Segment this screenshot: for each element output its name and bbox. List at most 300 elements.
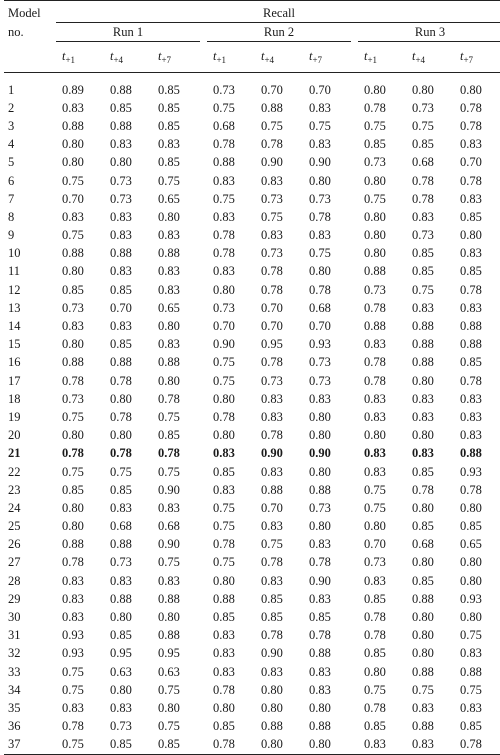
column-gap [200,572,207,590]
recall-value-cell: 0.68 [158,519,180,534]
model-number-cell: 26 [8,537,21,552]
recall-table [4,0,500,755]
recall-value-cell: 0.85 [110,628,132,643]
table-row [4,317,500,335]
recall-value-cell: 0.85 [110,282,132,297]
table-row [4,536,500,554]
recall-value-cell: 0.73 [213,300,235,315]
recall-value-cell: 0.90 [309,573,331,588]
recall-value-cell: 0.83 [213,209,235,224]
recall-value-cell: 0.83 [460,300,482,315]
recall-value-cell: 0.75 [460,682,482,697]
column-gap [351,299,358,317]
recall-value-cell: 0.78 [460,737,482,752]
recall-value-cell: 0.78 [62,555,84,570]
recall-value-cell: 0.75 [110,464,132,479]
recall-value-cell: 0.85 [460,719,482,734]
recall-value-cell: 0.78 [213,246,235,261]
time-step-header [152,42,200,73]
recall-value-cell: 0.75 [62,409,84,424]
table-row [4,117,500,135]
recall-value-cell: 0.80 [412,610,434,625]
table-row [4,408,500,426]
recall-value-cell: 0.78 [364,610,386,625]
model-number-cell: 19 [8,409,21,424]
recall-value-cell: 0.93 [460,591,482,606]
recall-value-cell: 0.73 [309,373,331,388]
recall-value-cell: 0.78 [261,137,283,152]
recall-value-cell: 0.83 [460,137,482,152]
column-gap [351,699,358,717]
recall-value-cell: 0.80 [158,700,180,715]
recall-value-cell: 0.85 [158,737,180,752]
recall-value-cell: 0.78 [460,118,482,133]
recall-value-cell: 0.80 [412,555,434,570]
recall-value-cell: 0.80 [309,173,331,188]
time-offset: +1 [367,55,378,65]
time-offset: +4 [264,55,275,65]
recall-value-cell: 0.85 [460,209,482,224]
recall-value-cell: 0.75 [364,118,386,133]
column-gap [200,736,207,755]
recall-value-cell: 0.80 [364,664,386,679]
recall-value-cell: 0.83 [412,409,434,424]
recall-value-cell: 0.80 [110,610,132,625]
table-row [4,463,500,481]
model-number-cell: 34 [8,682,21,697]
table-row [4,136,500,154]
recall-label: Recall [56,1,500,23]
recall-value-cell: 0.80 [364,428,386,443]
recall-value-cell: 0.83 [412,446,434,461]
recall-value-cell: 0.75 [62,737,84,752]
column-gap [200,590,207,608]
recall-value-cell: 0.75 [460,628,482,643]
column-gap [351,208,358,226]
recall-value-cell: 0.93 [62,646,84,661]
recall-value-cell: 0.70 [364,537,386,552]
table-row [4,281,500,299]
column-gap [351,154,358,172]
model-number-cell: 28 [8,573,21,588]
table-row [4,572,500,590]
recall-value-cell: 0.73 [261,191,283,206]
recall-value-cell: 0.75 [364,191,386,206]
table-row [4,190,500,208]
column-gap [200,427,207,445]
table-row [4,336,500,354]
recall-value-cell: 0.80 [309,737,331,752]
recall-value-cell: 0.80 [364,519,386,534]
time-offset: +7 [161,55,172,65]
column-gap [200,699,207,717]
recall-value-cell: 0.75 [309,118,331,133]
column-gap [351,645,358,663]
model-number-cell: 14 [8,319,21,334]
column-gap [200,136,207,154]
recall-value-cell: 0.85 [62,482,84,497]
recall-value-cell: 0.78 [309,555,331,570]
column-gap [351,608,358,626]
recall-value-cell: 0.73 [309,500,331,515]
time-offset: +4 [415,55,426,65]
column-gap [200,681,207,699]
recall-value-cell: 0.80 [158,373,180,388]
recall-value-cell: 0.80 [62,137,84,152]
column-gap [351,336,358,354]
column-gap [351,136,358,154]
recall-value-cell: 0.78 [412,191,434,206]
recall-value-cell: 0.80 [412,500,434,515]
recall-value-cell: 0.75 [213,500,235,515]
table-row [4,427,500,445]
recall-value-cell: 0.85 [412,573,434,588]
column-gap [200,354,207,372]
column-gap [200,299,207,317]
recall-value-cell: 0.83 [110,573,132,588]
column-gap [200,445,207,463]
recall-value-cell: 0.83 [364,573,386,588]
recall-value-cell: 0.75 [261,537,283,552]
recall-value-cell: 0.73 [110,173,132,188]
recall-value-cell: 0.70 [261,82,283,97]
recall-value-cell: 0.80 [213,428,235,443]
column-gap [200,73,207,99]
recall-value-cell: 0.90 [309,155,331,170]
recall-value-cell: 0.83 [309,100,331,115]
recall-value-cell: 0.83 [261,573,283,588]
column-gap [200,718,207,736]
recall-value-cell: 0.78 [412,173,434,188]
recall-value-cell: 0.88 [110,246,132,261]
recall-value-cell: 0.78 [261,628,283,643]
time-step-header [56,42,104,73]
recall-value-cell: 0.88 [62,118,84,133]
recall-value-cell: 0.78 [213,228,235,243]
recall-value-cell: 0.80 [309,264,331,279]
recall-value-cell: 0.88 [62,246,84,261]
recall-value-cell: 0.83 [261,664,283,679]
recall-value-cell: 0.83 [460,646,482,661]
table-row [4,645,500,663]
recall-value-cell: 0.68 [412,155,434,170]
time-base: t [158,49,162,63]
recall-value-cell: 0.80 [261,737,283,752]
recall-value-cell: 0.80 [460,228,482,243]
time-base: t [213,49,217,63]
model-number-cell: 30 [8,610,21,625]
recall-value-cell: 0.75 [213,191,235,206]
recall-value-cell: 0.85 [110,737,132,752]
recall-value-cell: 0.83 [364,464,386,479]
time-step-header [207,42,255,73]
table-row [4,736,500,755]
recall-value-cell: 0.88 [412,664,434,679]
recall-value-cell: 0.65 [158,300,180,315]
column-gap [200,463,207,481]
recall-value-cell: 0.85 [213,610,235,625]
recall-value-cell: 0.85 [110,482,132,497]
recall-value-cell: 0.83 [460,246,482,261]
recall-value-cell: 0.83 [309,391,331,406]
recall-value-cell: 0.83 [62,573,84,588]
recall-value-cell: 0.80 [110,155,132,170]
model-number-cell: 4 [8,137,15,152]
column-gap [200,317,207,335]
model-number-cell: 25 [8,519,21,534]
recall-value-cell: 0.85 [110,100,132,115]
recall-value-cell: 0.78 [213,537,235,552]
time-base: t [412,49,416,63]
recall-value-cell: 0.85 [158,82,180,97]
recall-value-cell: 0.78 [261,428,283,443]
recall-value-cell: 0.88 [62,355,84,370]
recall-value-cell: 0.88 [110,591,132,606]
recall-value-cell: 0.80 [213,391,235,406]
column-gap [351,554,358,572]
recall-value-cell: 0.75 [412,118,434,133]
recall-value-cell: 0.78 [309,209,331,224]
recall-value-cell: 0.83 [110,500,132,515]
model-number-cell: 16 [8,355,21,370]
table-row [4,263,500,281]
recall-value-cell: 0.78 [213,409,235,424]
recall-value-cell: 0.83 [110,209,132,224]
column-gap [351,117,358,135]
recall-value-cell: 0.93 [62,628,84,643]
model-number-cell: 7 [8,191,15,206]
recall-value-cell: 0.80 [364,246,386,261]
column-gap [200,190,207,208]
model-number-cell: 1 [8,82,15,97]
recall-value-cell: 0.75 [158,409,180,424]
recall-value-cell: 0.83 [364,446,386,461]
model-number-cell: 21 [8,446,21,461]
recall-value-cell: 0.83 [62,591,84,606]
recall-value-cell: 0.80 [309,428,331,443]
recall-value-cell: 0.83 [460,409,482,424]
column-gap [200,536,207,554]
recall-value-cell: 0.83 [110,137,132,152]
column-gap [200,408,207,426]
column-gap [200,390,207,408]
header-row-2 [4,23,500,42]
header-row-time [4,42,500,73]
recall-value-cell: 0.83 [309,137,331,152]
recall-value-cell: 0.85 [62,282,84,297]
recall-value-cell: 0.80 [158,319,180,334]
column-gap [351,281,358,299]
recall-value-cell: 0.85 [364,719,386,734]
recall-value-cell: 0.83 [213,628,235,643]
recall-value-cell: 0.78 [364,700,386,715]
table-row [4,299,500,317]
recall-value-cell: 0.83 [309,228,331,243]
recall-value-cell: 0.70 [309,319,331,334]
recall-value-cell: 0.80 [309,409,331,424]
recall-value-cell: 0.63 [110,664,132,679]
recall-value-cell: 0.80 [412,82,434,97]
recall-value-cell: 0.75 [364,500,386,515]
recall-value-cell: 0.83 [364,409,386,424]
recall-value-cell: 0.95 [261,337,283,352]
recall-value-cell: 0.75 [62,464,84,479]
recall-value-cell: 0.88 [460,337,482,352]
recall-value-cell: 0.80 [261,700,283,715]
model-number-cell: 22 [8,464,21,479]
recall-value-cell: 0.78 [213,682,235,697]
recall-value-cell: 0.83 [364,337,386,352]
run-1-label: Run 1 [56,23,200,42]
recall-value-cell: 0.78 [213,137,235,152]
table-row [4,227,500,245]
recall-value-cell: 0.75 [158,464,180,479]
recall-value-cell: 0.75 [412,682,434,697]
model-number-cell: 15 [8,337,21,352]
recall-value-cell: 0.80 [213,282,235,297]
model-number-cell: 10 [8,246,21,261]
model-number-cell: 32 [8,646,21,661]
recall-value-cell: 0.80 [62,500,84,515]
recall-value-cell: 0.70 [261,300,283,315]
recall-value-cell: 0.73 [62,300,84,315]
column-gap [351,73,358,99]
table-row [4,99,500,117]
recall-value-cell: 0.80 [62,519,84,534]
recall-value-cell: 0.75 [364,482,386,497]
column-gap [351,354,358,372]
recall-value-cell: 0.75 [364,682,386,697]
recall-value-cell: 0.80 [213,573,235,588]
table-row [4,390,500,408]
model-number-cell: 36 [8,719,21,734]
recall-value-cell: 0.83 [261,519,283,534]
column-gap [200,245,207,263]
model-number-cell: 2 [8,100,15,115]
recall-value-cell: 0.80 [460,82,482,97]
recall-value-cell: 0.80 [412,373,434,388]
recall-value-cell: 0.88 [460,319,482,334]
recall-value-cell: 0.88 [309,482,331,497]
column-gap [351,245,358,263]
column-gap [200,608,207,626]
table-row [4,208,500,226]
recall-value-cell: 0.88 [309,719,331,734]
recall-value-cell: 0.78 [110,409,132,424]
recall-value-cell: 0.88 [412,337,434,352]
recall-value-cell: 0.88 [460,664,482,679]
recall-value-cell: 0.93 [460,464,482,479]
table-row [4,699,500,717]
recall-value-cell: 0.78 [62,719,84,734]
model-number-cell: 35 [8,700,21,715]
model-number-cell: 9 [8,228,15,243]
recall-value-cell: 0.83 [412,300,434,315]
recall-value-cell: 0.80 [158,610,180,625]
column-gap [200,554,207,572]
recall-value-cell: 0.78 [62,446,84,461]
column-gap [200,372,207,390]
recall-value-cell: 0.88 [62,537,84,552]
recall-value-cell: 0.88 [158,591,180,606]
recall-value-cell: 0.83 [158,573,180,588]
recall-value-cell: 0.83 [412,737,434,752]
recall-value-cell: 0.78 [460,100,482,115]
model-number-cell: 12 [8,282,21,297]
run-2-label: Run 2 [207,23,351,42]
time-base: t [62,49,66,63]
model-number-cell: 8 [8,209,15,224]
table-row [4,590,500,608]
table-row [4,172,500,190]
recall-value-cell: 0.88 [158,628,180,643]
model-number-cell: 6 [8,173,15,188]
recall-value-cell: 0.95 [110,646,132,661]
recall-value-cell: 0.78 [364,355,386,370]
column-gap [351,427,358,445]
recall-value-cell: 0.85 [158,100,180,115]
recall-value-cell: 0.78 [309,282,331,297]
column-gap [351,681,358,699]
column-gap [200,499,207,517]
column-gap [200,227,207,245]
recall-value-cell: 0.78 [309,628,331,643]
model-number-cell: 24 [8,500,21,515]
recall-value-cell: 0.73 [412,100,434,115]
recall-value-cell: 0.65 [158,191,180,206]
time-step-header [104,42,152,73]
recall-value-cell: 0.83 [213,664,235,679]
column-gap [200,663,207,681]
recall-value-cell: 0.78 [364,300,386,315]
recall-value-cell: 0.88 [412,719,434,734]
recall-value-cell: 0.88 [309,646,331,661]
time-offset: +7 [463,55,474,65]
recall-value-cell: 0.80 [62,264,84,279]
recall-value-cell: 0.73 [261,246,283,261]
recall-value-cell: 0.80 [460,573,482,588]
recall-value-cell: 0.80 [412,628,434,643]
recall-value-cell: 0.73 [364,555,386,570]
recall-value-cell: 0.73 [261,373,283,388]
table-row [4,663,500,681]
column-gap [200,336,207,354]
recall-value-cell: 0.83 [62,209,84,224]
recall-value-cell: 0.88 [261,100,283,115]
column-gap [351,263,358,281]
recall-value-cell: 0.88 [412,355,434,370]
recall-value-cell: 0.88 [213,591,235,606]
recall-value-cell: 0.83 [460,700,482,715]
column-gap [351,718,358,736]
recall-value-cell: 0.78 [364,373,386,388]
recall-value-cell: 0.88 [364,319,386,334]
recall-value-cell: 0.73 [364,282,386,297]
recall-value-cell: 0.80 [460,500,482,515]
table-row [4,681,500,699]
recall-value-cell: 0.80 [412,646,434,661]
recall-value-cell: 0.83 [158,137,180,152]
recall-value-cell: 0.88 [158,355,180,370]
recall-value-cell: 0.85 [309,610,331,625]
recall-value-cell: 0.80 [309,519,331,534]
table-row [4,608,500,626]
recall-value-cell: 0.80 [213,700,235,715]
recall-value-cell: 0.78 [364,100,386,115]
recall-value-cell: 0.80 [62,428,84,443]
recall-value-cell: 0.88 [412,591,434,606]
table-row [4,627,500,645]
